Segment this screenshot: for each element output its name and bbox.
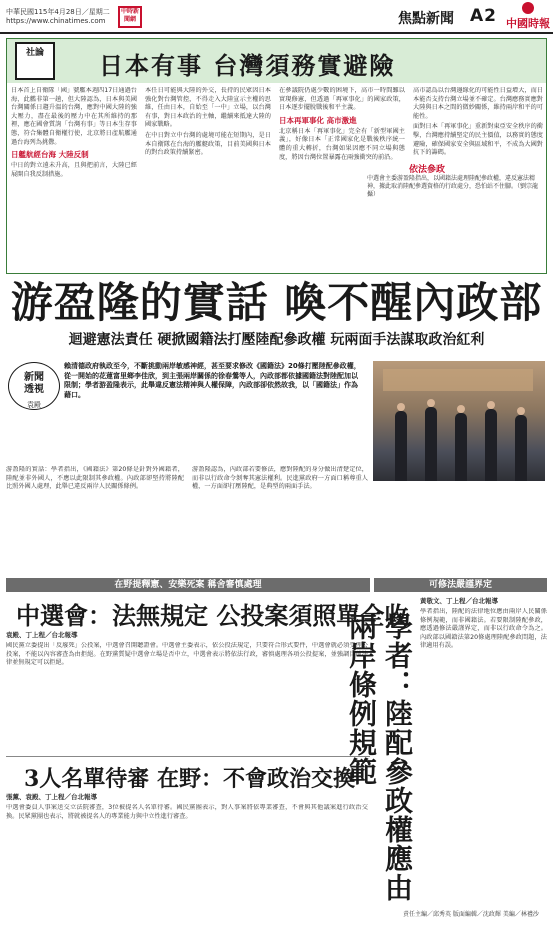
news-analysis-badge <box>8 362 60 410</box>
main-deck: 迴避憲法責任 硬掀國籍法打壓陸配參政權 玩兩面手法謀取政治紅利 <box>68 332 485 348</box>
story4-body <box>420 608 547 904</box>
news-photo[interactable] <box>373 361 545 481</box>
paragraph: 北京稱日本「再軍事化」完全有「新型軍國主義」，好像日本「正常國家化是戰後秩序統一體的重大轉折，台灣如果因應不同立場與態度，將因台灣位置暴露在兩強衝突的前沿。 <box>279 127 405 161</box>
paragraph: 本任日可能與大陸的外交，長持的民眾因日本強化對台灣管控，不得走入大陸宣示主權的思維，任由日本，自始至「一中」立場，以台灣有事，對日本政治的主軸，繼續來抵達大陸的國家戰略。 <box>145 87 271 129</box>
small-logo: 中時新聞網 <box>118 6 142 28</box>
photo-figure-head <box>517 407 525 415</box>
photo-figure-head <box>457 405 465 413</box>
story3-body <box>6 804 368 914</box>
site-url[interactable]: https://www.chinatimes.com <box>6 17 106 25</box>
editorial-col-2 <box>145 87 271 271</box>
editorial-headline[interactable]: 日本有事 台灣須務實避險 <box>99 51 396 80</box>
editorial-subhead: 日本再軍事化 高市激進 <box>279 115 357 125</box>
paragraph: 中日的對立遠未升高，且與把前言，大陸已經展開自我反制措施。 <box>11 162 137 178</box>
story4-vertical-headline[interactable]: 學者：陸配參政權應由兩岸條例規範 <box>345 612 414 902</box>
story3-headline[interactable]: 3人名單待審 在野：不會政治交換 <box>24 766 355 792</box>
editorial-col-1 <box>11 87 137 271</box>
story2-tag: 在野提釋憲、安樂死案 稱舍審慎處理 <box>6 578 370 592</box>
badge-line: 新聞 <box>24 372 44 383</box>
paragraph: 游盈隆的實話：學者指出，《國籍法》第20條是針對外國籍者，陸配並非外國人，不應以此限制其參政權。內政部卻堅持將陸配比照外國人處理，此舉已違反兩岸人民關係條例。 <box>6 466 184 491</box>
news-body-right <box>192 466 368 570</box>
editorial-badge: 社論 <box>15 42 55 80</box>
section-name: 焦點新聞 <box>398 11 454 27</box>
editorial-box <box>6 38 547 274</box>
editorial-subhead: 日艦航經台海 大陸反制 <box>11 150 89 160</box>
photo-figure-head <box>397 403 405 411</box>
story3-byline: 張薰、袁殿、丁上程／台北報導 <box>6 793 97 801</box>
paragraph: 學者指出，陸配的法律地位應由兩岸人民關係條例規範，而非國籍法。若要限制陸配參政，應透過修法嚴謹界定，而非以行政命令為之。內政部以國籍法第20條處理陸配參政問題，法律適用有誤。 <box>420 608 547 650</box>
photo-figure <box>425 407 437 481</box>
page-number: A2 <box>470 6 497 26</box>
story2-headline[interactable]: 中選會：法無規定 公投案須照單全收 <box>16 601 409 630</box>
photo-caption-title: 依法參政 <box>409 165 446 175</box>
logo-dot-icon <box>522 2 534 14</box>
badge-author: 袁殿 <box>27 401 41 409</box>
story4-byline: 黃敬文、丁上程／台北報導 <box>420 597 498 605</box>
paragraph: 高市認爲以台灣邊緣化的可能性日益增大，而日本能否支持台灣立場並不確定。台灣應務實應對大陸與日本之間的微妙關係，維持兩岸和平的可能性。 <box>413 87 543 120</box>
photo-caption: 中選會主委游盈隆指出，以國籍法處理陸配參政權，違反憲法精神，據此取消陸配參選資格的行政處分，恐怕站不住腳。（劉宗龍攝） <box>367 175 539 198</box>
news-body-left <box>6 466 184 570</box>
photo-figure <box>395 411 407 481</box>
paragraph: 中選會委員人事案送交立法院審查，3位被提名人名單待審。國民黨團表示，對人事案將依專業審查，不會與其他議案進行政治交換。民眾黨團也表示，將就被提名人的專業能力與中立性進行審查。 <box>6 804 368 820</box>
photo-backdrop <box>383 369 533 391</box>
logo-text: 中國時報 <box>506 17 550 30</box>
main-headline[interactable]: 游盈隆的實話 喚不醒內政部 <box>10 278 543 327</box>
badge-line: 透視 <box>24 384 44 395</box>
divider <box>6 756 370 757</box>
photo-figure <box>515 415 527 481</box>
masthead <box>0 0 553 34</box>
photo-figure-head <box>427 399 435 407</box>
paragraph: 面對日本「再軍事化」重新對東亞安全秩序的衝擊，台灣應持續堅定的民主價值，以務實的態度避險，確保國家安全與區域和平，不成為大國對抗下的籌碼。 <box>413 123 543 157</box>
story4-tag: 可修法嚴謹界定 <box>374 578 547 592</box>
photo-figure <box>455 413 467 481</box>
newspaper-logo <box>506 2 550 32</box>
paragraph: 日本首上自衛隊「國」號艦本週四17日通過台海，此艦非第一趟，但大陸認為，日本與美國台灣關係日趨升溫的台灣，應對中國大陸的強大壓力，盡在最後的壓力中在其所維持的那裡，應在國會質詢「台灣有事」等日本生存事態，符合集體自衛權行使，北京將日產航艦通過台海列為挑釁。 <box>11 87 137 146</box>
paragraph: 國民黨立委提出「反廢死」公投案，中選會召開聽證會。中選會主委表示，依公投法規定，只要符合形式要件，中選會就必須受理公投案，不能以內容審查為由拒絕。在野黨質疑中選會立場是否中立，中選會表示將依法行政，審慎處理各項公投提案，並強調目前法律並無規定可以拒絕。 <box>6 642 368 667</box>
editorial-title-bar <box>7 39 546 83</box>
news-analysis-section <box>6 356 547 576</box>
date-line <box>6 8 110 26</box>
story2-byline: 袁殿、丁上程／台北報導 <box>6 631 78 639</box>
issue-date: 中華民國115年4月28日／星期二 <box>6 8 110 16</box>
lede-paragraph: 賴清德政府執政至今，不斷挑動兩岸敏感神經，甚至要求修改《國籍法》20條打壓陸配參政權，從一開始的花蓮富里鄉李佳欣，到主張兩岸關係的徐春鶯等人，內政部都依據國籍法對陸配加以限制；學者游盈隆表示，此舉違反憲法精神與人權保障，內政部卻依然故我，以「國籍法」作為藉口。 <box>64 362 361 399</box>
story2-body <box>6 642 368 748</box>
paragraph: 游盈隆認為，內政部若要修法，應對陸配的身分做出清楚定位，而非以行政命令剝奪其憲法權利。民進黨政府一方面口稱尊重人權，一方面卻打壓陸配，是典型的兩面手法。 <box>192 466 368 491</box>
photo-figure <box>485 409 497 481</box>
page-credits: 責任主編／邱秀英 版面編輯／沈政輝 美編／林禮沙 <box>403 911 539 918</box>
paragraph: 在中日對立中台灣的處境可能在短期內，是日本自衛隊在台海的艦艇政策，目前美國與日本的對台政策持續緊密。 <box>145 131 271 157</box>
photo-figure-head <box>487 401 495 409</box>
paragraph: 在參議院仍處少數的困境下，高市一時間難以實現修憲，但透過「再軍事化」的國家政策，日本逐步擺脫戰後和平主義。 <box>279 87 405 112</box>
